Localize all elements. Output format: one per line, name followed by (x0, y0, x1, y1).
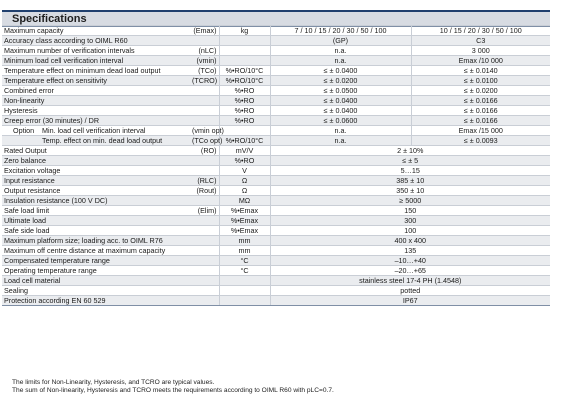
footnote: The sum of Non-linearity, Hysteresis and TCRO meets the requirements according to OIML R60 with pLC=0.7. (12, 387, 334, 394)
row-unit: V (219, 166, 270, 176)
row-label: Maximum off centre distance at maximum capacity (2, 246, 190, 256)
table-row (2, 266, 550, 276)
row-value: 350 ± 10 (270, 186, 550, 196)
table-row (2, 56, 550, 66)
row-symbol: (Emax) (190, 26, 219, 36)
table-row (2, 276, 550, 286)
row-symbol: (Elim) (190, 206, 219, 216)
row-value-standard: n.a. (270, 46, 411, 56)
row-unit (219, 286, 270, 296)
row-symbol (190, 256, 219, 266)
table-row (2, 136, 550, 146)
row-value: 385 ± 10 (270, 176, 550, 186)
row-unit: MΩ (219, 196, 270, 206)
row-label: Temperature effect on sensitivity (2, 76, 190, 86)
row-value: IP67 (270, 296, 550, 306)
row-label: Safe load limit (2, 206, 190, 216)
row-value-c3: ≤ ± 0.0166 (411, 106, 550, 116)
row-label: Operating temperature range (2, 266, 190, 276)
row-value-standard: n.a. (270, 136, 411, 146)
table-row (2, 236, 550, 246)
row-label: Non-linearity (2, 96, 190, 106)
row-label: Hysteresis (2, 106, 190, 116)
row-label: Maximum number of verification intervals (2, 46, 190, 56)
row-unit: Ω (219, 176, 270, 186)
row-label: Minimum load cell verification interval (2, 56, 190, 66)
row-label: Excitation voltage (2, 166, 190, 176)
table-row (2, 286, 550, 296)
footnotes (12, 379, 334, 395)
row-value: 400 x 400 (270, 236, 550, 246)
row-value-c3: 10 / 15 / 20 / 30 / 50 / 100 (411, 26, 550, 36)
table-row (2, 86, 550, 96)
row-unit: mm (219, 246, 270, 256)
row-unit (219, 126, 270, 136)
row-unit: Ω (219, 186, 270, 196)
page-title: Specifications (12, 13, 87, 25)
row-symbol: (TCRO) (192, 76, 218, 85)
row-unit: °C (219, 266, 270, 276)
row-value: –20…+65 (270, 266, 550, 276)
row-value-c3: ≤ ± 0.0166 (411, 116, 550, 126)
row-value-standard: ≤ ± 0.0500 (270, 86, 411, 96)
table-row (2, 146, 550, 156)
row-value-c3: C3 (411, 36, 550, 46)
table-row (2, 46, 550, 56)
table-row (2, 256, 550, 266)
table-row (2, 36, 550, 46)
row-label: Creep error (30 minutes) / DR (2, 116, 190, 126)
row-unit (219, 56, 270, 66)
option-row-label (2, 136, 190, 146)
option-label (2, 136, 42, 145)
row-unit: %•RO (219, 116, 270, 126)
row-value-c3: Emax /10 000 (411, 56, 550, 66)
table-row (2, 26, 550, 36)
table-row (2, 126, 550, 136)
row-value: 100 (270, 226, 550, 236)
table-row (2, 216, 550, 226)
row-value-c3: ≤ ± 0.0166 (411, 96, 550, 106)
row-value-standard: ≤ ± 0.0400 (270, 96, 411, 106)
row-symbol (190, 246, 219, 256)
row-symbol (190, 156, 219, 166)
row-value-standard: ≤ ± 0.0400 (270, 106, 411, 116)
table-row (2, 96, 550, 106)
table-row (2, 76, 550, 86)
row-symbol (190, 216, 219, 226)
table-row (2, 156, 550, 166)
row-label: Insulation resistance (100 V DC) (2, 196, 190, 206)
row-value: 150 (270, 206, 550, 216)
row-value-standard: n.a. (270, 126, 411, 136)
row-label: Temperature effect on minimum dead load output (2, 66, 190, 76)
row-value-standard: ≤ ± 0.0400 (270, 66, 411, 76)
row-unit: %•RO (219, 86, 270, 96)
option-row-text: Min. load cell verification interval (42, 126, 146, 135)
row-symbol (190, 296, 219, 306)
row-unit: °C (219, 256, 270, 266)
row-unit: mm (219, 236, 270, 246)
row-value-c3: ≤ ± 0.0140 (411, 66, 550, 76)
row-value: 2 ± 10% (270, 146, 550, 156)
row-value: ≤ ± 5 (270, 156, 550, 166)
row-value-standard: ≤ ± 0.0200 (270, 76, 411, 86)
row-symbol (190, 116, 219, 126)
option-row-text: Temp. effect on min. dead load output (42, 136, 163, 145)
row-symbol (190, 166, 219, 176)
spec-table (2, 25, 550, 306)
option-label: Option (13, 126, 35, 135)
row-value: –10…+40 (270, 256, 550, 266)
row-value-c3: ≤ ± 0.0093 (411, 136, 550, 146)
row-symbol: (TCo opt) (192, 136, 223, 145)
row-unit: %•RO/10°C (219, 76, 270, 86)
row-symbol (190, 196, 219, 206)
row-label: Combined error (2, 86, 190, 96)
row-label: Accuracy class according to OIML R60 (2, 36, 190, 46)
row-value: 135 (270, 246, 550, 256)
row-unit: mV/V (219, 146, 270, 156)
row-value-c3: 3 000 (411, 46, 550, 56)
row-unit: %•RO (219, 156, 270, 166)
row-symbol (190, 86, 219, 96)
table-row (2, 166, 550, 176)
table-row (2, 296, 550, 306)
row-value: 300 (270, 216, 550, 226)
row-value: ≥ 5000 (270, 196, 550, 206)
row-symbol: (Rout) (190, 186, 219, 196)
table-row (2, 186, 550, 196)
row-unit (219, 296, 270, 306)
row-symbol: (TCo) (190, 66, 219, 76)
table-row (2, 196, 550, 206)
row-label: Sealing (2, 286, 190, 296)
row-label: Zero balance (2, 156, 190, 166)
row-symbol (190, 36, 219, 46)
row-symbol (190, 96, 219, 106)
spec-table-body (2, 26, 550, 306)
option-row-label (2, 126, 190, 136)
row-value: stainless steel 17-4 PH (1.4548) (270, 276, 550, 286)
row-symbol (190, 276, 219, 286)
row-label: Output resistance (2, 186, 190, 196)
table-row (2, 226, 550, 236)
row-label: Load cell material (2, 276, 190, 286)
row-symbol: (RO) (190, 146, 219, 156)
row-symbol: (vmin) (190, 56, 219, 66)
row-unit: %•RO (219, 96, 270, 106)
row-value-c3: ≤ ± 0.0200 (411, 86, 550, 96)
row-unit: %•RO/10°C (219, 136, 270, 146)
row-value-c3: ≤ ± 0.0100 (411, 76, 550, 86)
row-unit: %•RO/10°C (219, 66, 270, 76)
table-row (2, 106, 550, 116)
row-value-standard: 7 / 10 / 15 / 20 / 30 / 50 / 100 (270, 26, 411, 36)
row-value-standard: ≤ ± 0.0600 (270, 116, 411, 126)
table-row (2, 246, 550, 256)
row-unit: %•Emax (219, 226, 270, 236)
row-unit: kg (219, 26, 270, 36)
row-value-c3: Emax /15 000 (411, 126, 550, 136)
table-row (2, 206, 550, 216)
row-symbol (190, 286, 219, 296)
footnote: The limits for Non-Linearity, Hysteresis, and TCRO are typical values. (12, 379, 215, 386)
row-unit (219, 46, 270, 56)
row-label: Maximum capacity (2, 26, 190, 36)
row-symbol (190, 236, 219, 246)
row-value: 5…15 (270, 166, 550, 176)
row-label: Safe side load (2, 226, 190, 236)
row-symbol (190, 226, 219, 236)
row-symbol (190, 106, 219, 116)
row-symbol: (vmin opt) (192, 126, 224, 135)
row-unit: %•Emax (219, 216, 270, 226)
row-unit: %•RO (219, 106, 270, 116)
row-symbol: (RLC) (190, 176, 219, 186)
row-unit (219, 36, 270, 46)
row-label: Protection according EN 60 529 (2, 296, 190, 306)
row-label: Input resistance (2, 176, 190, 186)
table-row (2, 116, 550, 126)
row-label: Maximum platform size; loading acc. to OIML R76 (2, 236, 190, 246)
row-label: Rated Output (2, 146, 190, 156)
row-value-standard: (GP) (270, 36, 411, 46)
row-symbol (190, 266, 219, 276)
row-label: Compensated temperature range (2, 256, 190, 266)
row-unit: %•Emax (219, 206, 270, 216)
row-value: potted (270, 286, 550, 296)
row-symbol: (nLC) (190, 46, 219, 56)
row-value-standard: n.a. (270, 56, 411, 66)
table-row (2, 176, 550, 186)
row-unit (219, 276, 270, 286)
row-label: Ultimate load (2, 216, 190, 226)
table-row (2, 66, 550, 76)
